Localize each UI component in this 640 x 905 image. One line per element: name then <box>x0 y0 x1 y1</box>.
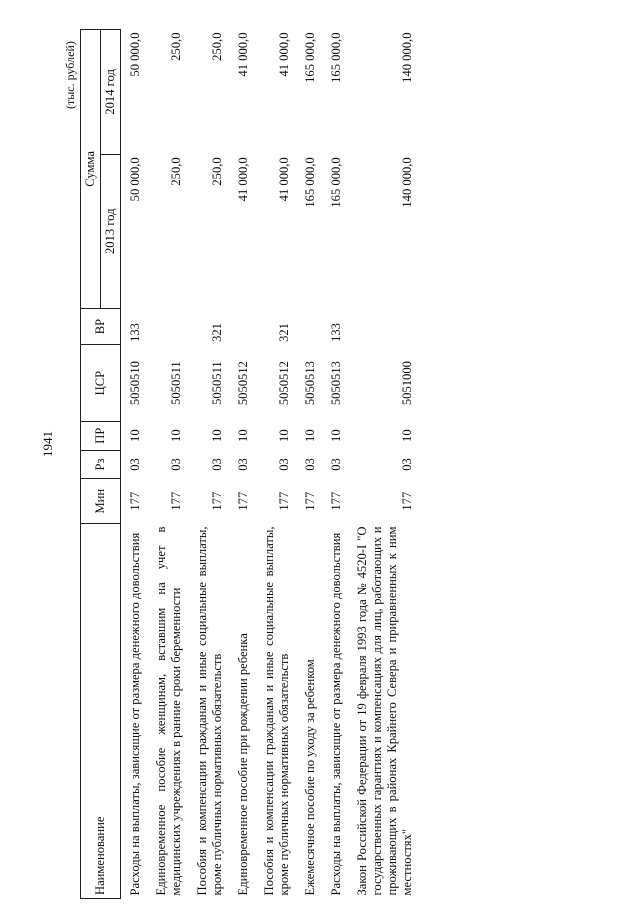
row-rz: 03 <box>236 458 250 471</box>
table-header <box>81 30 121 899</box>
row-rz: 03 <box>210 458 224 471</box>
header-csr: ЦСР <box>81 345 121 421</box>
row-name: Пособия и компенсации гражданам и иные социальные выплаты, кроме публичных нормативных обязательств <box>262 526 291 896</box>
row-rz: 03 <box>277 458 291 471</box>
row-sum-2013: 140 000,0 <box>400 157 414 208</box>
row-sum-2014: 140 000,0 <box>400 32 414 83</box>
row-csr: 5050513 <box>329 361 343 406</box>
row-csr: 5050511 <box>210 361 224 405</box>
row-csr: 5050510 <box>128 361 142 406</box>
row-vr <box>348 308 419 345</box>
row-name: Единовременное пособие женщинам, вставшим на учет в медицинских учреждениях в ранние сроки беременности <box>154 526 183 896</box>
header-sum: Сумма <box>81 30 101 309</box>
row-pr: 10 <box>400 429 414 442</box>
row-rz: 03 <box>400 458 414 471</box>
table-row <box>322 30 348 899</box>
row-sum-2014: 165 000,0 <box>303 32 317 83</box>
row-sum-2013: 250,0 <box>210 157 224 186</box>
row-sum-2013: 165 000,0 <box>303 157 317 208</box>
row-pr: 10 <box>236 429 250 442</box>
row-name: Пособия и компенсации гражданам и иные социальные выплаты, кроме публичных нормативных обязательств <box>195 526 224 896</box>
table-row <box>296 30 322 899</box>
table-row <box>121 30 148 899</box>
row-csr: 5050511 <box>169 361 183 405</box>
page-number: 1941 <box>40 431 55 457</box>
row-min: 177 <box>128 491 142 511</box>
row-min: 177 <box>210 491 224 511</box>
header-2013: 2013 год <box>101 154 121 308</box>
header-vr: ВР <box>81 308 121 345</box>
row-sum-2014: 250,0 <box>210 32 224 61</box>
row-sum-2013: 165 000,0 <box>329 157 343 208</box>
row-sum-2014: 250,0 <box>169 32 183 61</box>
row-min: 177 <box>303 491 317 511</box>
row-name: Ежемесячное пособие по уходу за ребенком <box>303 659 317 896</box>
row-vr <box>296 308 322 345</box>
row-vr: 133 <box>329 323 343 342</box>
row-rz: 03 <box>128 458 142 471</box>
row-sum-2014: 41 000,0 <box>236 32 250 77</box>
row-min: 177 <box>236 491 250 511</box>
row-vr <box>229 308 255 345</box>
units-note: (тыс. рублей) <box>63 41 77 109</box>
header-name: Наименование <box>81 524 121 899</box>
row-csr: 5050513 <box>303 361 317 406</box>
row-csr: 5051000 <box>400 361 414 406</box>
row-sum-2013: 250,0 <box>169 157 183 186</box>
table-body <box>121 30 420 899</box>
row-name: Расходы на выплаты, зависящие от размера денежного довольствия <box>329 532 343 896</box>
table-row <box>229 30 255 899</box>
header-2014: 2014 год <box>101 30 121 155</box>
row-rz: 03 <box>329 458 343 471</box>
row-pr: 10 <box>169 429 183 442</box>
row-rz: 03 <box>303 458 317 471</box>
header-min: Мин <box>81 479 121 524</box>
row-pr: 10 <box>277 429 291 442</box>
row-sum-2013: 50 000,0 <box>128 157 142 202</box>
row-sum-2014: 41 000,0 <box>277 32 291 77</box>
row-vr: 321 <box>277 323 291 342</box>
row-name: Единовременное пособие при рождении ребенка <box>236 633 250 896</box>
row-name: Расходы на выплаты, зависящие от размера денежного довольствия <box>128 532 142 896</box>
row-sum-2013: 41 000,0 <box>236 157 250 202</box>
table-row <box>348 30 419 899</box>
row-pr: 10 <box>210 429 224 442</box>
table-row <box>147 30 188 899</box>
row-sum-2013: 41 000,0 <box>277 157 291 202</box>
row-pr: 10 <box>329 429 343 442</box>
row-min: 177 <box>277 491 291 511</box>
row-name: Закон Российской Федерации от 19 февраля 1993 года № 4520-I "О государственных гарантиях и компенсациях для лиц, работающих и проживающих в районах Крайнего Севера и приравненных к ним местностях" <box>355 526 414 896</box>
table-row <box>188 30 229 899</box>
row-csr: 5050512 <box>236 361 250 406</box>
row-vr: 133 <box>128 323 142 342</box>
row-pr: 10 <box>128 429 142 442</box>
row-min: 177 <box>169 491 183 511</box>
row-sum-2014: 165 000,0 <box>329 32 343 83</box>
row-pr: 10 <box>303 429 317 442</box>
header-pr: ПР <box>81 421 121 450</box>
header-rz: Рз <box>81 450 121 479</box>
row-rz: 03 <box>169 458 183 471</box>
row-vr: 321 <box>210 323 224 342</box>
row-sum-2014: 50 000,0 <box>128 32 142 77</box>
row-vr <box>147 308 188 345</box>
row-min: 177 <box>400 491 414 511</box>
table-row <box>255 30 296 899</box>
row-min: 177 <box>329 491 343 511</box>
row-csr: 5050512 <box>277 361 291 406</box>
budget-table <box>80 29 419 899</box>
